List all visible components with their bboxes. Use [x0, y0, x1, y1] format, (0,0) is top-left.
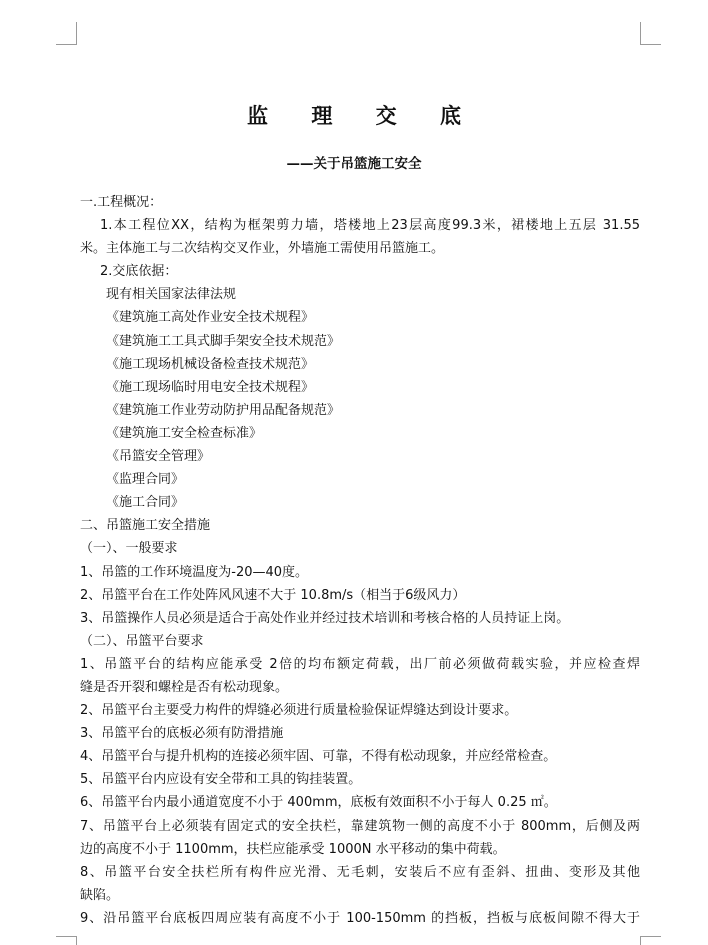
- reference-item: 现有相关国家法律法规: [106, 287, 237, 303]
- document-body: [80, 191, 640, 930]
- reference-item: 《吊篮安全管理》: [106, 449, 211, 465]
- requirement-item-continued: 边的高度不小于 1100mm，扶栏应能承受 1000N 水平移动的集中荷载。: [80, 841, 506, 857]
- section-heading-overview: 一.工程概况：: [80, 195, 163, 210]
- requirement-item: 9、沿吊篮平台底板四周应装有高度不小于 100-150mm 的挡板，挡板与底板间隙不得大于: [80, 910, 640, 926]
- crop-mark-bottom-right: [640, 936, 661, 945]
- subheading-basis: 2.交底依据：: [100, 264, 178, 280]
- paragraph-line: 米。主体施工与二次结构交叉作业，外墙施工需使用吊篮施工。: [80, 241, 445, 257]
- paragraph-line: 1.本工程位XX，结构为框架剪力墙，塔楼地上23层高度99.3米，裙楼地上五层 31.55: [100, 218, 640, 234]
- requirement-item: 5、吊篮平台内应设有安全带和工具的钩挂装置。: [80, 772, 362, 788]
- requirement-item: 8、吊篮平台安全扶栏所有构件应光滑、无毛刺，安装后不应有歪斜、扭曲、变形及其他: [80, 864, 640, 880]
- requirement-item: 3、吊篮平台的底板必须有防滑措施: [80, 726, 284, 742]
- requirement-item: 2、吊篮平台在工作处阵风风速不大于 10.8m/s（相当于6级风力）: [80, 587, 466, 603]
- section-heading-safety-measures: 二、吊篮施工安全措施: [80, 518, 211, 534]
- requirement-item: 2、吊篮平台主要受力构件的焊缝必须进行质量检验保证焊缝达到设计要求。: [80, 703, 518, 719]
- requirement-item-continued: 缝是否开裂和螺栓是否有松动现象。: [80, 679, 289, 695]
- reference-item: 《建筑施工作业劳动防护用品配备规范》: [106, 402, 341, 418]
- requirement-item: 7、吊篮平台上必须装有固定式的安全扶栏，靠建筑物一侧的高度不小于 800mm，后侧及两: [80, 818, 640, 834]
- reference-item: 《建筑施工工具式脚手架安全技术规范》: [106, 333, 341, 349]
- requirement-item: 4、吊篮平台与提升机构的连接必须牢固、可靠，不得有松动现象，并应经常检查。: [80, 749, 557, 765]
- requirement-item: 1、吊篮的工作环境温度为-20—40度。: [80, 564, 309, 580]
- document-subtitle: ——关于吊篮施工安全: [286, 156, 422, 172]
- requirement-item-continued: 缺陷。: [80, 887, 120, 903]
- requirement-item: 1、吊篮平台的结构应能承受 2倍的均布额定荷载，出厂前必须做荷载实验，并应检查焊: [80, 656, 640, 672]
- requirement-item: 3、吊篮操作人员必须是适合于高处作业并经过技术培训和考核合格的人员持证上岗。: [80, 610, 570, 626]
- reference-item: 《施工现场临时用电安全技术规程》: [106, 379, 315, 395]
- requirement-item: 6、吊篮平台内最小通道宽度不小于 400mm，底板有效面积不小于每人 0.25 ㎡。: [80, 795, 557, 811]
- reference-item: 《监理合同》: [106, 472, 185, 488]
- crop-mark-top-right: [640, 22, 661, 45]
- reference-item: 《建筑施工安全检查标准》: [106, 425, 263, 441]
- crop-mark-bottom-left: [56, 936, 77, 945]
- subsection-heading-platform: （二）、吊篮平台要求: [80, 633, 204, 649]
- document-title: 监 理 交 底: [247, 103, 479, 128]
- reference-item: 《建筑施工高处作业安全技术规程》: [106, 310, 315, 326]
- crop-mark-top-left: [56, 22, 77, 45]
- subsection-heading-general: （一）、一般要求: [80, 541, 178, 557]
- reference-item: 《施工合同》: [106, 495, 185, 511]
- reference-item: 《施工现场机械设备检查技术规范》: [106, 356, 315, 372]
